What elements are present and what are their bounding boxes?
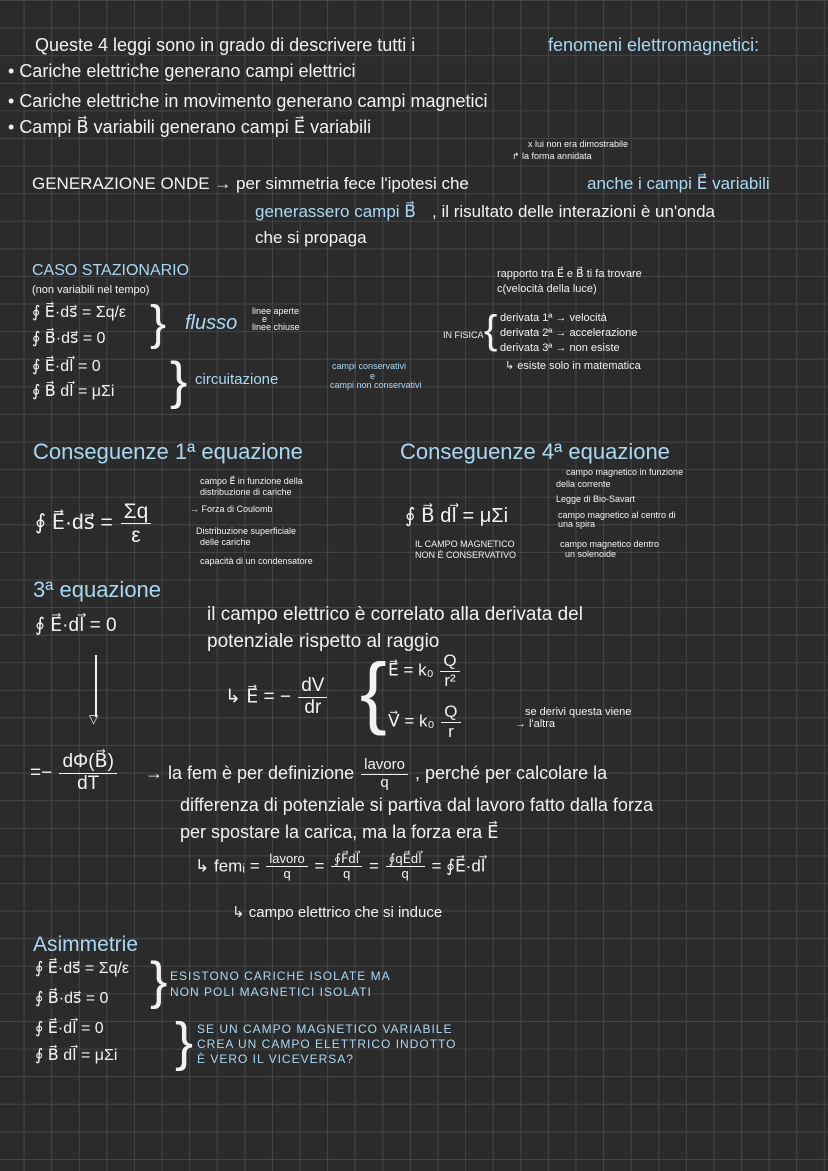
fraction [121,500,152,547]
section-title: Conseguenze 1ª equazione [33,439,303,464]
equation: ∮ B⃗ dl⃗ = μΣi [405,505,509,527]
brace: } [170,352,188,410]
note: → Forza di Coulomb [190,504,273,514]
section-title: 3ª equazione [33,577,162,602]
equation: ↳ femᵢ = $\frac{\text{lavoro}}{q}$ = $\frac{∮F⃗dl⃗}{q}$ = $\frac{∮qE⃗dl⃗}{q}$ = ∮E⃗·dl⃗ [195,851,486,882]
intro-line: Queste 4 leggi sono in grado di descrivere tutti i [35,35,416,55]
note: campo magnetico dentro [560,539,660,549]
numerator: ∮F⃗dl⃗ [331,852,362,867]
numerator: Σq [121,500,152,524]
note: un solenoide [565,549,617,559]
note: È VERO IL VICEVERSA? [197,1052,354,1066]
equation [225,676,329,719]
text: il campo elettrico è correlato alla derivata del [207,604,583,625]
note: derivata 1ª → velocità [500,312,607,324]
note: capacità di un condensatore [200,556,313,566]
equation: ∮ B⃗·ds⃗ = 0 [32,330,106,347]
bullet-text: Cariche elettriche generano campi elettrici [19,61,356,81]
note: se derivi questa viene [525,706,632,718]
arrow-head-icon: ▽ [89,712,99,726]
note: derivata 3ª → non esiste [500,342,620,354]
note: x lui non era dimostrabile [528,139,629,149]
note: linee chiuse [252,322,300,332]
brace: } [150,952,168,1010]
equation: ∮ E⃗·dl⃗ = 0 [32,358,101,375]
brace: } [150,297,167,350]
equation [388,652,462,690]
note: rapporto tra E⃗ e B⃗ ti fa trovare [497,268,642,280]
denominator: r [448,721,454,741]
numerator: lavoro [361,757,408,775]
generazione-highlight: anche i campi E⃗ variabili [587,174,770,193]
bullet-item: • Cariche elettriche in movimento generano campi magnetici [8,91,488,111]
note: c(velocità della luce) [497,283,597,295]
denominator: q [401,866,409,882]
fraction [298,676,327,719]
denominator: dT [77,772,100,794]
numerator: ∮qE⃗dl⃗ [386,852,425,867]
denominator: q [380,773,389,791]
equation-lhs: ∮ E⃗·ds⃗ = [35,511,113,535]
note: delle cariche [200,537,251,547]
section-title: Asimmetrie [33,933,139,956]
equation-lhs: E⃗ = k₀ [388,660,434,680]
text: potenziale rispetto al raggio [207,631,440,652]
bullet-item: • Cariche elettriche generano campi elettrici [8,61,356,81]
numerator: Q [441,703,460,723]
text: per spostare la carica, ma la forza era E⃗ [180,822,499,842]
equation [35,500,153,547]
note: campi non conservativi [330,380,422,390]
bullet-text: Campi B⃗ variabili generano campi E⃗ variabili [19,117,372,137]
equation-rhs: = ∮E⃗·dl⃗ [431,856,486,876]
denominator: dr [304,696,322,718]
note: e [370,371,376,381]
equation-lhs: =− [30,762,53,784]
note: distribuzione di cariche [200,487,292,497]
equation: ∮ E⃗·dl⃗ = 0 [35,615,117,636]
subtitle: (non variabili nel tempo) [32,284,150,296]
note: NON È CONSERVATIVO [415,550,517,560]
denominator: ε [131,524,141,548]
fraction [441,703,460,741]
generazione-lead: GENERAZIONE ONDE → per simmetria fece l'ipotesi che [32,174,469,193]
bullet-text: Cariche elettriche in movimento generano campi magnetici [19,91,488,111]
note: campo magnetico al centro di [558,510,676,520]
section-title: CASO STAZIONARIO [32,262,190,279]
intro-highlight: fenomeni elettromagnetici: [548,35,760,55]
arrow-down-icon [95,655,97,717]
circuitazione-label: circuitazione [195,371,279,388]
note: campo magnetico in funzione [566,467,684,477]
note: CREA UN CAMPO ELETTRICO INDOTTO [197,1037,457,1051]
fraction [361,757,408,791]
equation [30,752,119,795]
note: ESISTONO CARICHE ISOLATE MA [170,969,391,983]
text [145,757,607,791]
equation: ∮ B⃗ dl⃗ = μΣi [35,1047,118,1064]
brace: { [360,647,387,736]
note: e [262,314,268,324]
text-part: → la fem è per definizione [145,762,355,783]
flusso-label: flusso [185,312,238,334]
equation: ∮ E⃗·dl⃗ = 0 [35,1020,104,1037]
note: campi conservativi [332,361,407,371]
note: Distribuzione superficiale [196,526,297,536]
note: IL CAMPO MAGNETICO [415,539,515,549]
note: derivata 2ª → accelerazione [500,327,638,339]
note: ↱ la forma annidata [512,151,592,161]
equation [388,703,463,741]
numerator: dV [298,676,327,698]
numerator: dΦ(B⃗) [59,752,116,774]
note: della corrente [556,479,611,489]
equation-lhs: ↳ femᵢ = [195,856,260,876]
equation: ∮ E⃗·ds⃗ = Σq/ε [35,960,130,977]
fraction [266,852,307,882]
note: linee aperte [252,306,300,316]
equation: ∮ B⃗·ds⃗ = 0 [35,990,109,1007]
equation: ∮ B⃗ dl⃗ = μΣi [32,383,115,400]
note: ↳ esiste solo in matematica [505,360,641,372]
generazione-highlight: generassero campi B⃗ [255,202,416,221]
note: NON POLI MAGNETICI ISOLATI [170,985,372,999]
text: ↳ campo elettrico che si induce [232,904,443,921]
denominator: r² [444,670,456,690]
denominator: q [283,866,291,882]
section-title: Conseguenze 4ª equazione [400,439,670,464]
numerator: Q [440,652,459,672]
fraction [386,852,425,882]
text: differenza di potenziale si partiva dal lavoro fatto dalla forza [180,795,653,815]
text-part: , perché per calcolare la [415,762,608,783]
note: SE UN CAMPO MAGNETICO VARIABILE [197,1022,453,1036]
fraction [331,852,362,882]
note: → l'altra [515,718,555,730]
note: una spira [558,519,596,529]
equation-lhs: V⃗ = k₀ [388,711,435,731]
fraction [440,652,459,690]
denominator: q [343,866,351,882]
brace: { [484,308,498,352]
generazione-text: che si propaga [255,228,367,247]
brace: } [175,1012,194,1072]
equation: ∮ E⃗·ds⃗ = Σq/ε [32,304,127,321]
generazione-text: , il risultato delle interazioni è un'onda [432,202,715,221]
note: IN FISICA [443,330,484,340]
note: campo E⃗ in funzione della [200,476,303,486]
note: Legge di Bio-Savart [556,494,636,504]
numerator: lavoro [266,852,307,867]
equation-lhs: ↳ E⃗ = − [225,686,291,708]
bullet-item: • Campi B⃗ variabili generano campi E⃗ variabili [8,117,372,137]
fraction [59,752,116,795]
